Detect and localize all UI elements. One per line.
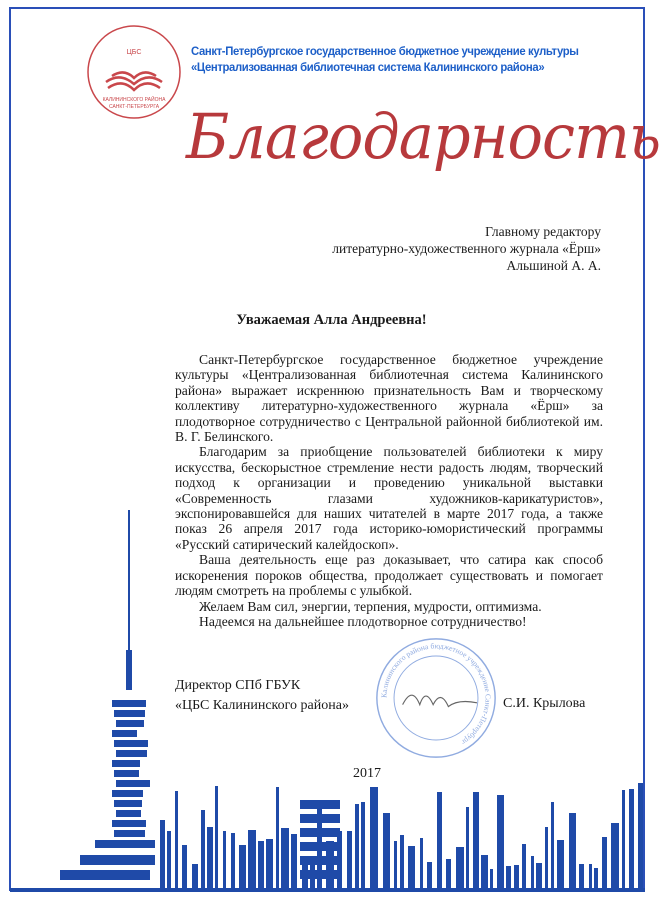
certificate-title: Благодарность: [186, 100, 661, 173]
skyline-shape: [522, 844, 526, 890]
skyline-shape: [258, 841, 264, 890]
seal-text: Калининского района бюджетное учреждение Санкт-Петербург: [379, 641, 493, 747]
skyline-shape: [300, 842, 340, 851]
skyline-shape: [400, 835, 404, 890]
skyline-shape: [215, 786, 218, 890]
skyline-shape: [266, 839, 273, 890]
skyline-shape: [355, 804, 359, 890]
year: 2017: [353, 766, 381, 781]
skyline-shape: [466, 807, 469, 890]
library-logo: [86, 24, 182, 120]
addressee: [332, 223, 601, 274]
skyline-shape: [160, 820, 165, 890]
skyline-shape: [437, 792, 442, 890]
skyline-shape: [622, 790, 625, 890]
organization-name: [191, 43, 579, 75]
skyline-shape: [361, 802, 365, 890]
skyline-shape: [167, 831, 171, 890]
skyline-shape: [473, 792, 479, 890]
skyline-shape: [536, 863, 542, 890]
paragraph: Желаем Вам сил, энергии, терпения, мудрости, оптимизма.: [199, 598, 542, 614]
skyline-shape: [638, 783, 643, 890]
skyline-shape: [456, 847, 464, 890]
skyline-shape: [112, 760, 140, 767]
skyline-shape: [611, 823, 619, 890]
skyline-shape: [116, 750, 147, 757]
skyline-shape: [175, 791, 178, 890]
skyline-shape: [10, 888, 645, 892]
skyline-shape: [370, 787, 378, 890]
skyline-shape: [557, 840, 564, 890]
skyline-shape: [602, 837, 607, 890]
skyline-shape: [281, 828, 289, 890]
skyline-shape: [589, 864, 592, 890]
addressee-line: Альшиной А. А.: [506, 258, 601, 273]
paragraph: Надеемся на дальнейшее плодотворное сотрудничество!: [199, 613, 527, 629]
skyline-shape: [579, 864, 584, 890]
skyline-shape: [112, 730, 137, 737]
skyline-shape: [114, 770, 139, 777]
skyline-shape: [531, 856, 534, 890]
paragraph: Санкт-Петербургское государственное бюджетное учреждение культуры «Централизованная библиотечная система Калининского района» выражает искреннюю признательность Вам и творческому коллективу литературно-художественного журнала «Ёрш» за плодотворное сотрудничество с Центральной районной библиотекой им. В. Г. Белинского.: [175, 352, 603, 445]
skyline-shape: [629, 789, 634, 890]
paragraph: Благодарим за приобщение пользователей библиотеки к миру искусства, бескорыстное стремление нести радость людям, творческий подход к организации и проведению уникальной выставки «Современность глазами художников-карикатуристов», экспонировавшейся для наших читателей в марте 2017 года, а также показ 26 апреля 2017 года историко-юмористический программы «Русский сатирический калейдоскоп».: [175, 444, 603, 552]
skyline-shape: [347, 831, 352, 890]
skyline-shape: [276, 787, 279, 890]
skyline-shape: [80, 855, 155, 865]
svg-text:ЦБС: ЦБС: [126, 49, 142, 56]
skyline-shape: [182, 845, 187, 890]
skyline-shape: [300, 828, 340, 837]
skyline-shape: [223, 831, 226, 890]
skyline-shape: [300, 856, 340, 865]
skyline-shape: [551, 802, 554, 890]
skyline-shape: [239, 845, 246, 890]
skyline-shape: [481, 855, 488, 890]
addressee-line: литературно-художественного журнала «Ёрш»: [332, 241, 601, 256]
skyline-shape: [60, 870, 150, 880]
skyline-shape: [394, 841, 397, 890]
signatory-name: С.И. Крылова: [503, 696, 586, 711]
skyline-shape: [420, 838, 423, 890]
skyline-shape: [300, 814, 340, 823]
skyline-shape: [95, 840, 155, 848]
skyline-shape: [506, 866, 511, 890]
salutation: Уважаемая Алла Андреевна!: [236, 312, 427, 328]
skyline-shape: [114, 740, 148, 747]
position-line: «ЦБС Калининского района»: [175, 698, 349, 713]
skyline-shape: [114, 830, 145, 837]
skyline-shape: [408, 846, 415, 890]
skyline-shape: [594, 868, 598, 890]
position-line: Директор СПб ГБУК: [175, 678, 301, 693]
skyline-shape: [112, 820, 146, 827]
svg-text:КАЛИНИНСКОГО РАЙОНА: КАЛИНИНСКОГО РАЙОНА: [102, 97, 166, 103]
skyline-shape: [112, 700, 146, 707]
skyline-shape: [114, 710, 145, 717]
skyline-shape: [497, 795, 504, 890]
skyline-shape: [192, 864, 198, 890]
skyline-shape: [248, 830, 256, 890]
skyline-shape: [201, 810, 205, 890]
skyline-shape: [207, 827, 213, 890]
org-line-1: Санкт-Петербургское государственное бюджетное учреждение культуры: [191, 44, 579, 58]
skyline-shape: [383, 813, 390, 890]
skyline-shape: [291, 834, 297, 890]
skyline-shape: [514, 865, 519, 890]
skyline-shape: [116, 720, 144, 727]
skyline-shape: [126, 650, 132, 690]
org-line-2: «Централизованная библиотечная система Калининского района»: [191, 60, 545, 74]
skyline-shape: [112, 790, 143, 797]
skyline-shape: [116, 810, 141, 817]
skyline-shape: [231, 833, 235, 890]
paragraph: Ваша деятельность еще раз доказывает, что сатира как способ искоренения пороков общества, продолжает существовать и помогает людям смотреть на проблемы с улыбкой.: [175, 552, 603, 599]
skyline-shape: [569, 813, 576, 890]
skyline-shape: [446, 859, 451, 890]
skyline-shape: [545, 827, 548, 890]
book-skyline-illustration: [0, 500, 663, 900]
addressee-line: Главному редактору: [485, 224, 601, 239]
skyline-shape: [114, 800, 142, 807]
skyline-shape: [300, 870, 340, 879]
svg-text:САНКТ-ПЕТЕРБУРГА: САНКТ-ПЕТЕРБУРГА: [108, 104, 160, 110]
skyline-shape: [300, 800, 340, 809]
skyline-shape: [427, 862, 432, 890]
skyline-shape: [490, 869, 493, 890]
skyline-shape: [116, 780, 150, 787]
